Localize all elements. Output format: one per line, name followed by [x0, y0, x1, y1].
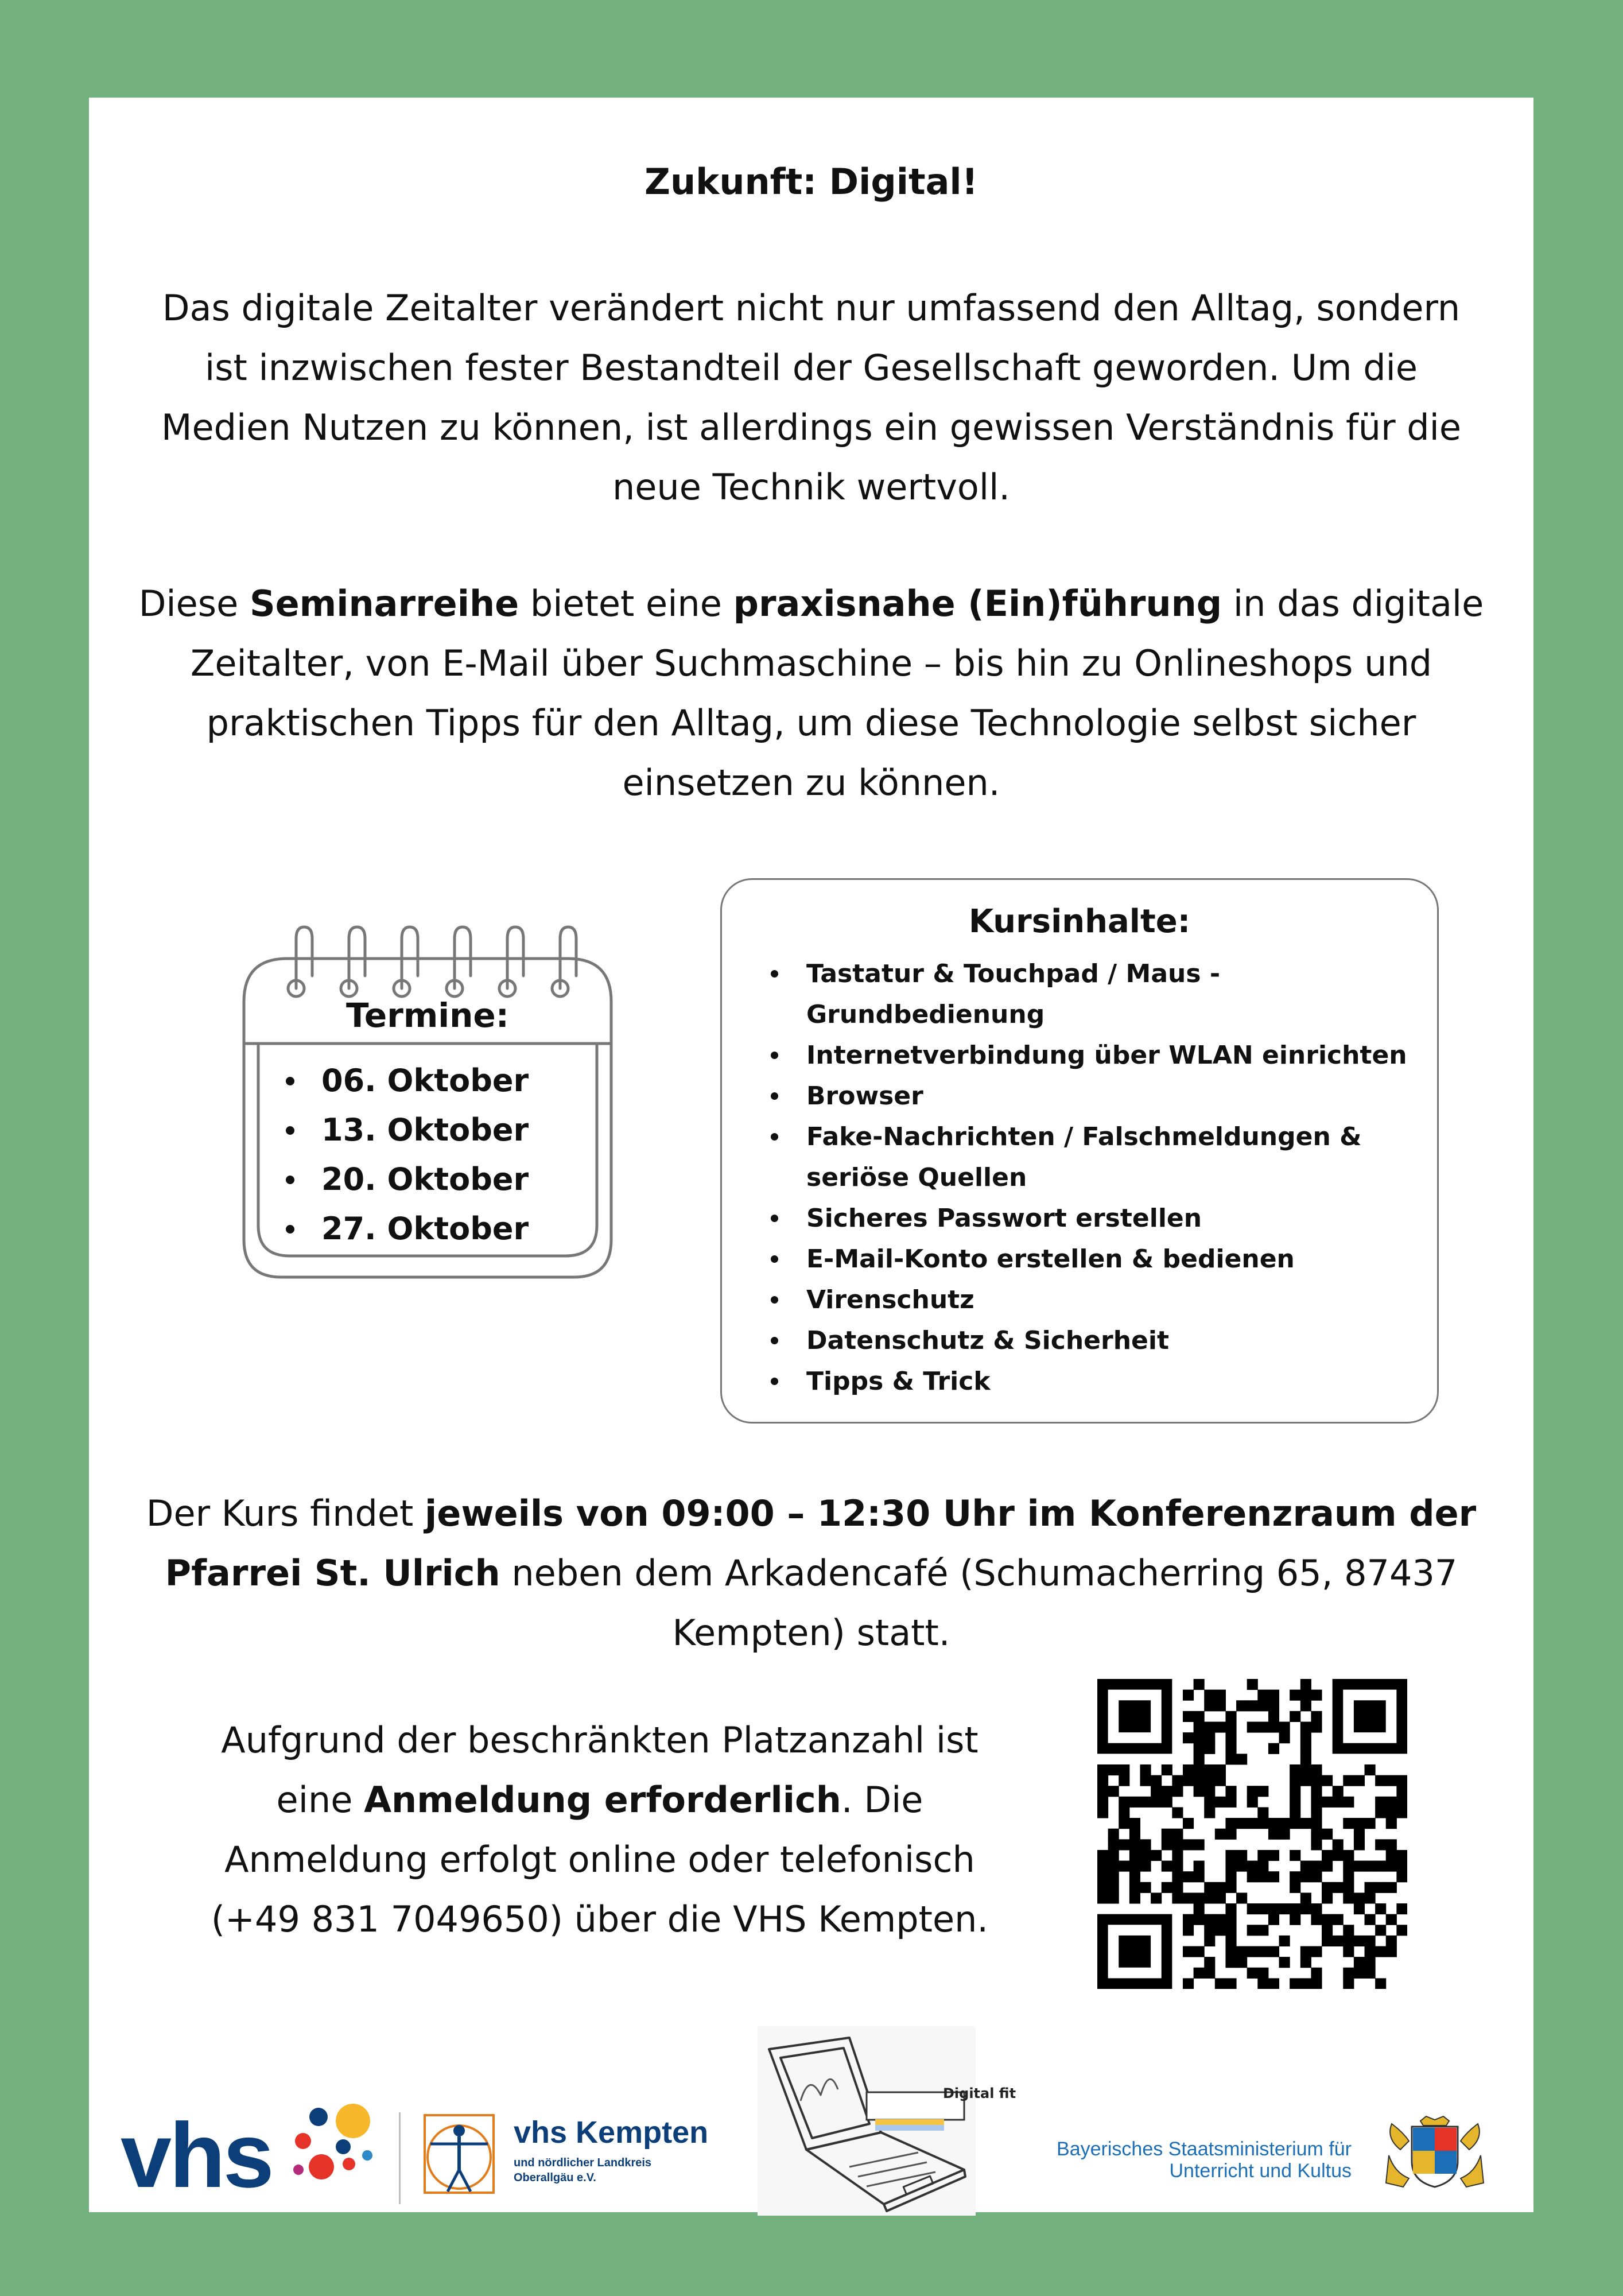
text-span: . Die [841, 1779, 923, 1821]
kursinhalt-item: Browser [771, 1076, 1419, 1116]
digital-fit-laptop-icon [758, 2026, 976, 2216]
venue-line [123, 1543, 1499, 1603]
text-span: Der Kurs findet [146, 1492, 425, 1534]
kursinhalt-item: Internetverbindung über WLAN einrichten [771, 1035, 1419, 1076]
intro-line: ist inzwischen fester Bestandteil der Gesellschaft geworden. Um die [204, 347, 1418, 389]
ministry-line: Unterricht und Kultus [1169, 2160, 1352, 2182]
bold-seminarreihe: Seminarreihe [249, 583, 519, 625]
kursinhalt-item: E-Mail-Konto erstellen & bedienen [771, 1239, 1419, 1279]
text-span: in das digitale [1222, 583, 1484, 625]
vhs-kempten-sub-line: und nördlicher Landkreis [514, 2157, 652, 2169]
text-span: Diese [138, 583, 250, 625]
seminar-line: einsetzen zu können. [622, 762, 1000, 804]
ministry-name [1007, 2138, 1352, 2182]
flyer-sheet [89, 98, 1533, 2212]
digital-fit-label: Digital fit [943, 2085, 1016, 2101]
kursinhalte-list [771, 953, 1419, 1402]
kursinhalt-item: Fake-Nachrichten / Falschmeldungen & seriöse Quellen [771, 1116, 1419, 1198]
venue-paragraph [123, 1484, 1499, 1663]
registration-paragraph [169, 1711, 1030, 1949]
text-span: bietet eine [519, 583, 733, 625]
ministry-line: Bayerisches Staatsministerium für [1057, 2138, 1352, 2160]
intro-line: Das digitale Zeitalter verändert nicht nur umfassend den Alltag, sondern [162, 287, 1461, 329]
bold-einfuehrung: praxisnahe (Ein)führung [733, 583, 1222, 625]
bold-anmeldung: Anmeldung erforderlich [364, 1779, 841, 1821]
termin-date: 13. Oktober [281, 1106, 529, 1155]
logo-bar [89, 2015, 1533, 2210]
kursinhalt-item: Tastatur & Touchpad / Maus - Grundbedienung [771, 953, 1419, 1035]
vhs-dots-icon [287, 2101, 385, 2187]
termine-list [281, 1056, 529, 1254]
page-title: Zukunft: Digital! [644, 161, 978, 203]
seminar-line: Zeitalter, von E-Mail über Suchmaschine – bis hin zu Onlineshops und [190, 642, 1432, 684]
vhs-kempten-name: vhs Kempten [514, 2115, 709, 2150]
text-span: eine [276, 1779, 364, 1821]
termin-date: 20. Oktober [281, 1155, 529, 1204]
seminar-paragraph [123, 574, 1499, 813]
vhs-logo: vhs [121, 2104, 272, 2206]
intro-paragraph [123, 278, 1499, 517]
text-span: neben dem Arkadencafé (Schumacherring 65, 87437 [500, 1552, 1458, 1594]
termine-calendar [204, 890, 651, 1292]
qr-code[interactable] [1097, 1679, 1407, 1989]
vhs-kempten-sub [514, 2155, 651, 2185]
registration-line: Anmeldung erfolgt online oder telefonisch [224, 1839, 975, 1880]
intro-line: neue Technik wertvoll. [612, 466, 1011, 508]
kursinhalt-item: Sicheres Passwort erstellen [771, 1198, 1419, 1239]
termine-title: Termine: [346, 996, 509, 1035]
kursinhalt-item: Tipps & Trick [771, 1361, 1419, 1402]
logo-divider [399, 2112, 401, 2204]
vhs-kempten-sub-line: Oberallgäu e.V. [514, 2171, 596, 2184]
bold-time-place: jeweils von 09:00 – 12:30 Uhr im Konferenzraum der [425, 1492, 1477, 1534]
termin-date: 06. Oktober [281, 1056, 529, 1106]
registration-line [169, 1770, 1030, 1830]
seminar-line [123, 574, 1499, 634]
kursinhalte-box [720, 878, 1439, 1424]
bold-pfarrei: Pfarrei St. Ulrich [165, 1552, 500, 1594]
termin-date: 27. Oktober [281, 1204, 529, 1254]
kursinhalte-title: Kursinhalte: [968, 903, 1191, 940]
venue-line [123, 1484, 1499, 1543]
vitruvian-man-icon [422, 2112, 502, 2198]
bavaria-crest-icon [1377, 2115, 1492, 2190]
intro-line: Medien Nutzen zu können, ist allerdings ein gewissen Verständnis für die [161, 406, 1462, 448]
kursinhalt-item: Virenschutz [771, 1279, 1419, 1320]
venue-line: Kempten) statt. [672, 1612, 950, 1654]
seminar-line: praktischen Tipps für den Alltag, um diese Technologie selbst sicher [206, 702, 1416, 744]
kursinhalt-item: Datenschutz & Sicherheit [771, 1320, 1419, 1361]
registration-line: Aufgrund der beschränkten Platzanzahl ist [221, 1719, 979, 1761]
registration-line: (+49 831 7049650) über die VHS Kempten. [211, 1898, 989, 1940]
